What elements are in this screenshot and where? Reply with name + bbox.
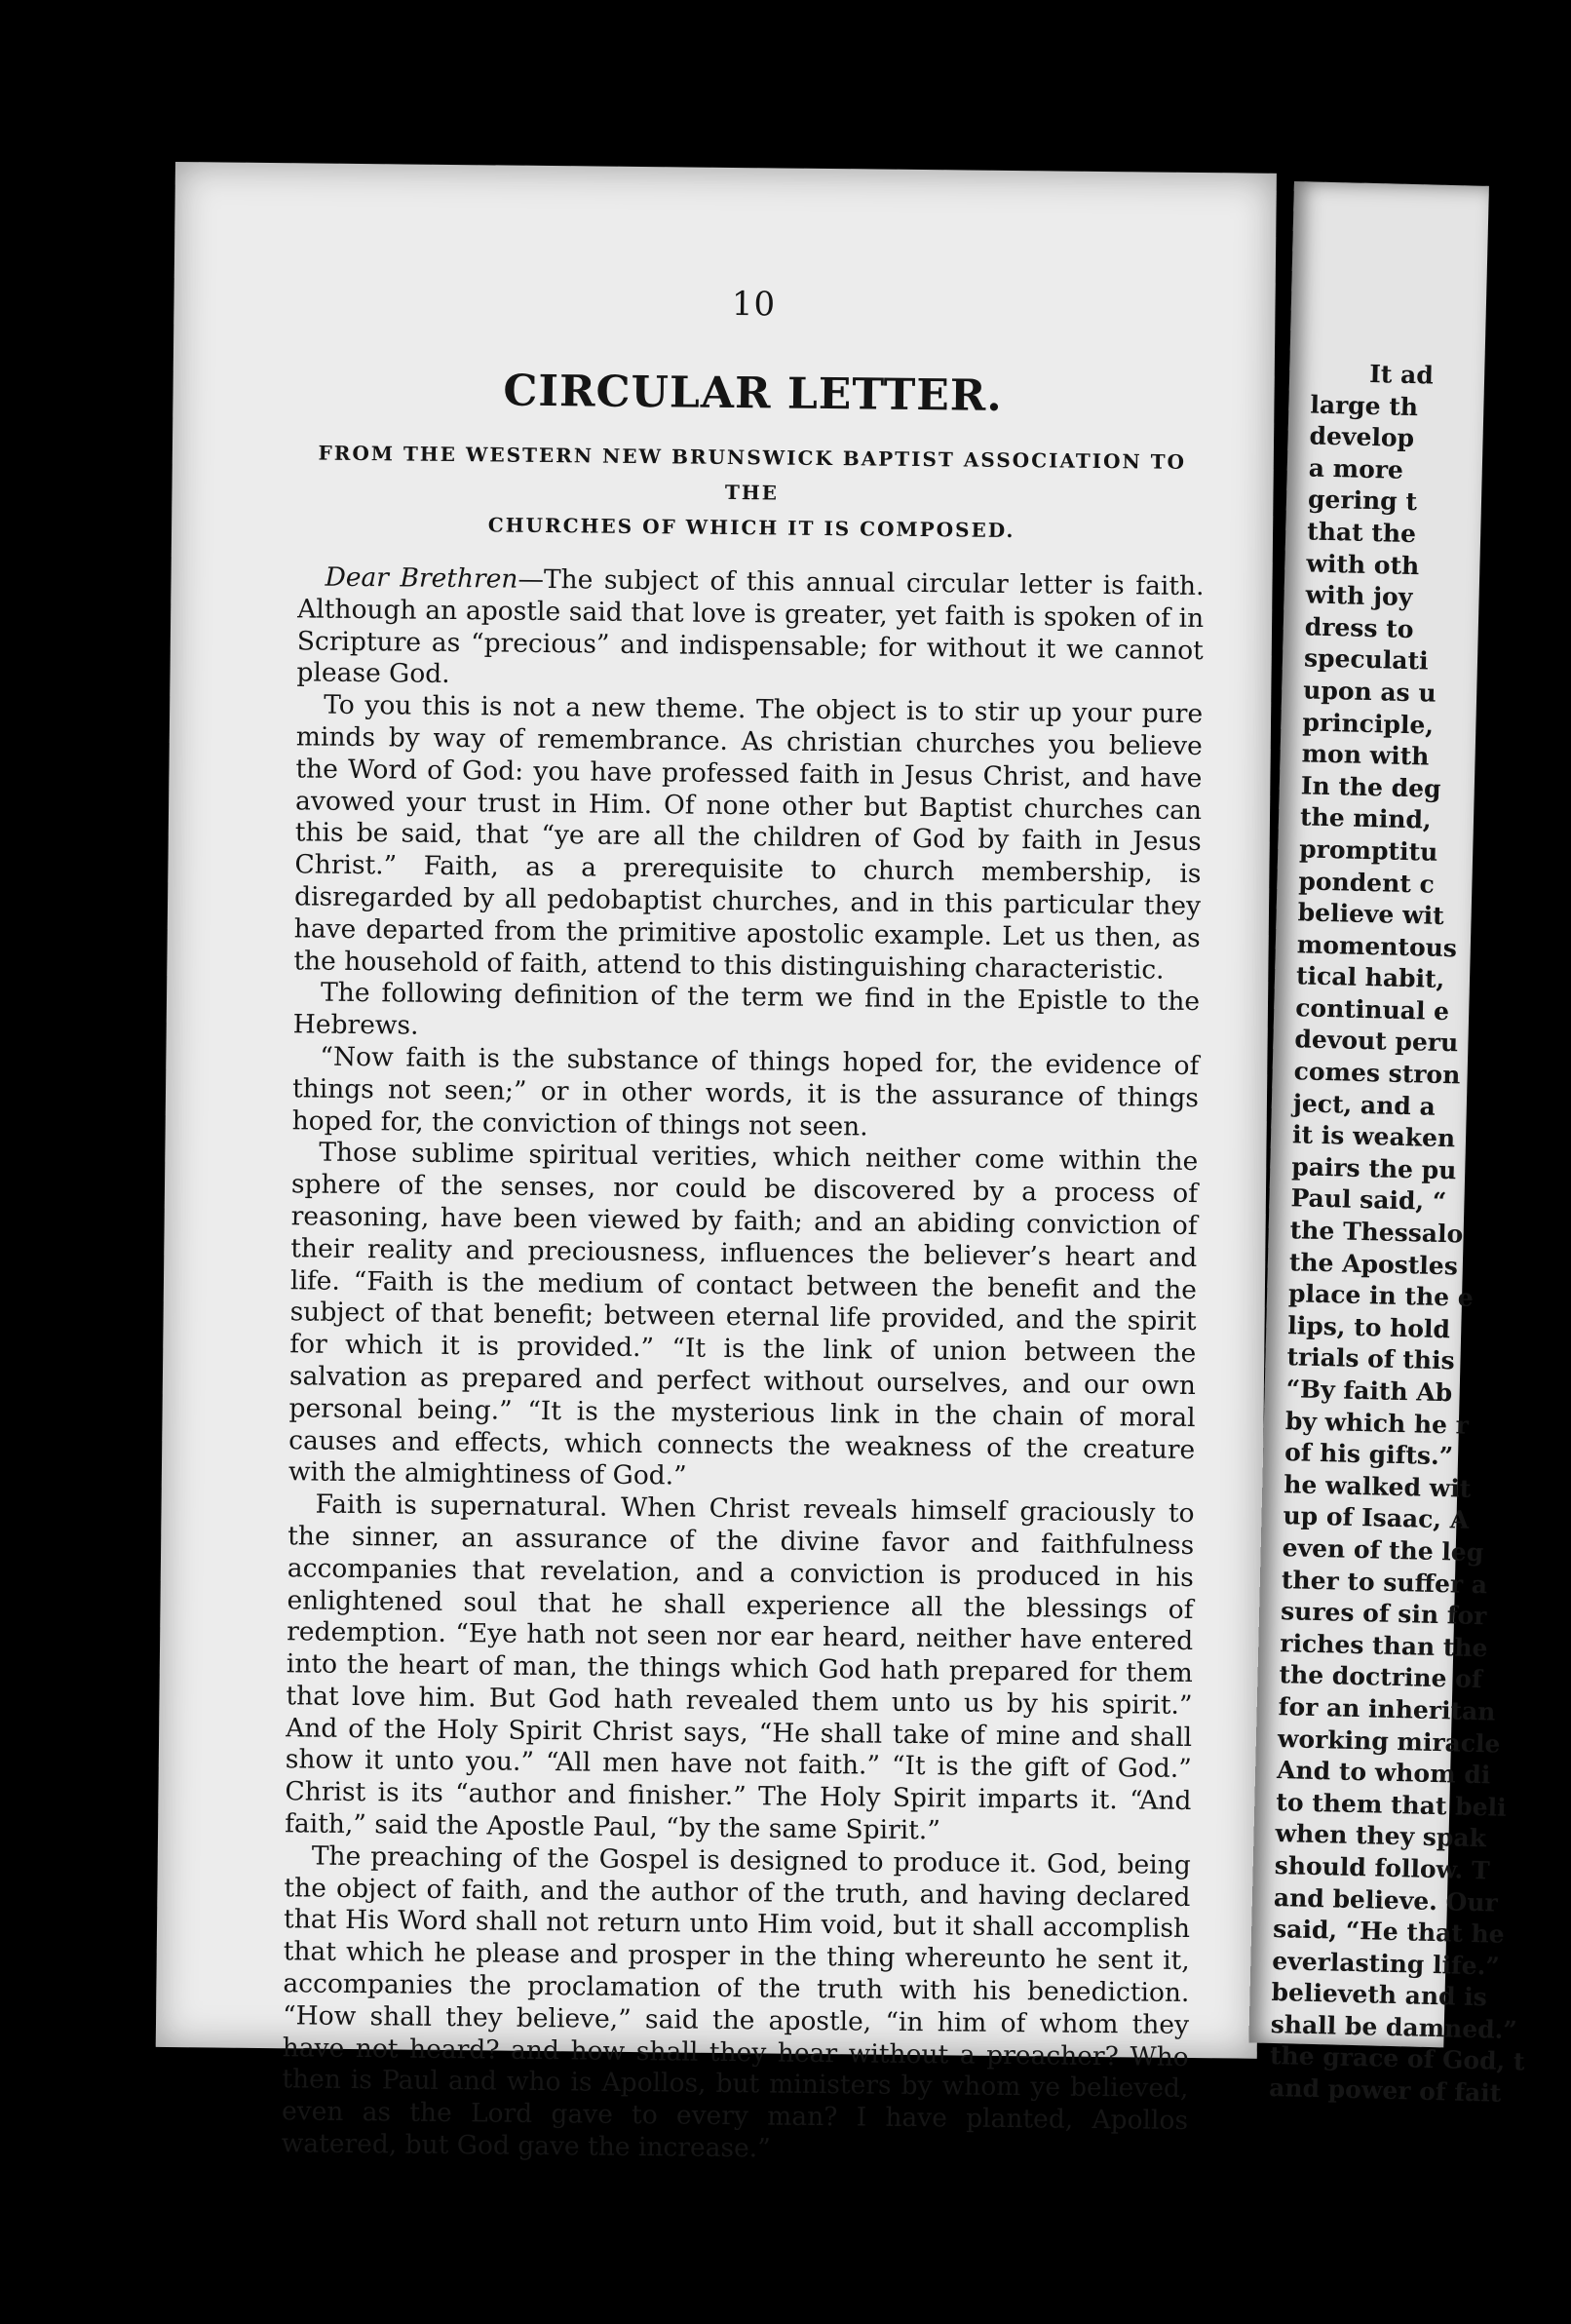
right-page-line: Paul said, “ (1290, 1183, 1447, 1217)
paragraph-7: The preaching of the Gospel is designed to produce it. God, being the object of faith, and the author of the truth, and having declared that His Word shall not return unto Him void, but it shall accomplish that which he please and prosper in the thing whereunto he sent it, accompanies the proclamation of the truth with his benediction. “How shall they believe,” said the apostle, “in him of whom they have not heard? and how shall they hear without a preacher? Who then is Paul and who is Apollos, but ministers by whom ye believed, even as the Lord gave to every man? I have planted, Apollos watered, but God gave the increase.” (281, 1840, 1191, 2164)
right-page-line: the Thessalo (1289, 1216, 1464, 1249)
right-page-line: pairs the pu (1290, 1152, 1457, 1185)
left-page-content (282, 280, 1207, 2169)
subtitle (298, 435, 1206, 550)
right-page-line: place in the e (1287, 1279, 1475, 1313)
right-page-line: up of Isaac, A (1283, 1501, 1470, 1535)
right-page-line: that the (1306, 517, 1417, 549)
right-page-line: upon as u (1302, 676, 1437, 708)
right-page-line: a more (1308, 453, 1404, 484)
left-page (156, 162, 1277, 2164)
right-page-line: pondent c (1298, 866, 1436, 899)
right-page-line: sures of sin for (1280, 1597, 1487, 1631)
right-page-line: with oth (1306, 548, 1420, 580)
right-page-line: trials of this (1286, 1342, 1455, 1375)
right-page-line: by which he r (1284, 1406, 1470, 1440)
right-page-line: riches than the (1280, 1628, 1488, 1663)
salutation: Dear Brethren (325, 562, 518, 595)
right-page-line: large th (1310, 390, 1419, 421)
right-page-line: shall be damned.” (1270, 2009, 1518, 2045)
subtitle-line-1: FROM THE WESTERN NEW BRUNSWICK BAPTIST ASSOCIATION TO THE (318, 441, 1187, 505)
page-title: CIRCULAR LETTER. (503, 366, 1003, 421)
right-page-line: develop (1309, 421, 1415, 453)
right-page-line: of his gifts.” (1284, 1438, 1454, 1471)
right-page-line: he walked wit (1283, 1469, 1472, 1503)
right-page-line: and believe. Our (1273, 1882, 1499, 1917)
right-page-line: lips, to hold (1286, 1311, 1451, 1344)
paragraph-2: To you this is not a new theme. The object is to stir up your pure minds by way of remembrance. As christian churches you believe the Word of God: you have professed faith in Jesus Christ, and have avowed your trust in Him. Of none other but Baptist churches can this be said, that “ye are all the children of God by faith in Jesus Christ.” Faith, as a prerequisite to church membership, is disregarded by all pedobaptist churches, and in this particular they have departed from the primitive apostolic example. Let us then, as the household of faith, attend to this distinguishing characteristic. (293, 689, 1204, 986)
right-page-lines (1269, 357, 1566, 2111)
right-page-line: mon with (1301, 739, 1430, 771)
right-page-line: the doctrine of (1279, 1660, 1483, 1694)
subtitle-line-2: CHURCHES OF WHICH IT IS COMPOSED. (487, 513, 1015, 543)
paragraph-1-text: —The subject of this annual circular letter is faith. Although an apostle said that love is greater, yet faith is spoken of in Scripture as “precious” and indispensable; for without it we cannot please God. (296, 563, 1205, 690)
right-page-line: working miracle (1277, 1724, 1501, 1759)
right-page-line: tical habit, (1295, 961, 1445, 994)
right-page-line: principle, (1302, 707, 1435, 740)
right-page-line: ject, and a (1292, 1088, 1437, 1121)
paragraph-6: Faith is supernatural. When Christ reveals himself graciously to the sinner, an assurance of the divine favor and faithfulness accompanies that revelation, and a conviction is produced in his enlightened soul that he shall experience all the blessings of redemption. “Eye hath not seen nor ear heard, neither have entered into the heart of man, the things which God hath prepared for them that love him. But God hath revealed them unto us by his spirit.” And of the Holy Spirit Christ says, “He shall take of mine and shall show it unto you.” “All men have not faith.” “It is the gift of God.” Christ is its “author and finisher.” The Holy Spirit imparts it. “And faith,” said the Apostle Paul, “by the same Spirit.” (284, 1489, 1195, 1846)
right-page-line: comes stron (1293, 1057, 1461, 1090)
right-page-line: gering t (1307, 484, 1418, 517)
right-page-line: the Apostles (1288, 1247, 1459, 1281)
right-page-line: ther to suffer a (1281, 1565, 1488, 1599)
right-page-line: And to whom di (1276, 1756, 1491, 1790)
right-page-line: even of the leg (1282, 1533, 1484, 1568)
right-page-line: when they spak (1275, 1819, 1487, 1853)
right-page-line: for an inheritan (1278, 1692, 1496, 1726)
right-page-line: It ad (1368, 359, 1435, 390)
letter-body (282, 562, 1205, 2169)
paragraph-5: Those sublime spiritual verities, which neither come within the sphere of the senses, nor could be discovered by a process of reasoning, have been viewed by faith; and an abiding conviction of their reality and preciousness, influences the believer’s heart and life. “Faith is the medium of contact between the benefit and the subject of that benefit; between eternal life provided, and the spirit for which it is provided.” “It is the link of union between the salvation as prepared and perfect without ourselves, and our own personal being.” “It is the mysterious link in the chain of moral causes and effects, which connects the weakness of the creature with the almightiness of God.” (287, 1137, 1199, 1491)
right-page-line: believeth and is (1271, 1978, 1488, 2012)
paragraph-1 (296, 562, 1204, 699)
right-page-line: everlasting life.” (1272, 1946, 1501, 1981)
right-page-line: the mind, (1299, 802, 1433, 834)
page-number: 10 (731, 284, 777, 325)
right-page-line: the grace of God, t (1269, 2041, 1525, 2076)
right-page-line: speculati (1303, 643, 1429, 676)
right-page-line: In the deg (1300, 771, 1441, 803)
right-page-line: should follow. T (1274, 1850, 1490, 1885)
right-page-line: it is weaken (1291, 1120, 1456, 1153)
right-page-line: to them that beli (1276, 1787, 1507, 1822)
right-page-line: believe wit (1297, 898, 1444, 931)
right-page-line: continual e (1294, 993, 1450, 1026)
right-page-line: said, “He that he (1272, 1915, 1506, 1949)
right-page-line: and power of fait (1268, 2073, 1502, 2108)
paragraph-3: The following definition of the term we find in the Epistle to the Hebrews. (292, 977, 1201, 1041)
right-page-line: with joy (1305, 580, 1413, 612)
right-page-fragment (1248, 181, 1525, 2108)
right-page-line: “By faith Ab (1285, 1375, 1453, 1408)
right-page-line: promptitu (1298, 834, 1438, 867)
right-page-line: devout peru (1294, 1025, 1459, 1058)
right-page-line: dress to (1304, 612, 1414, 643)
right-page-line: momentous (1296, 929, 1458, 962)
paragraph-4: “Now faith is the substance of things hoped for, the evidence of things not seen;” or in other words, it is the assurance of things hoped for, the conviction of things not seen. (291, 1041, 1200, 1143)
